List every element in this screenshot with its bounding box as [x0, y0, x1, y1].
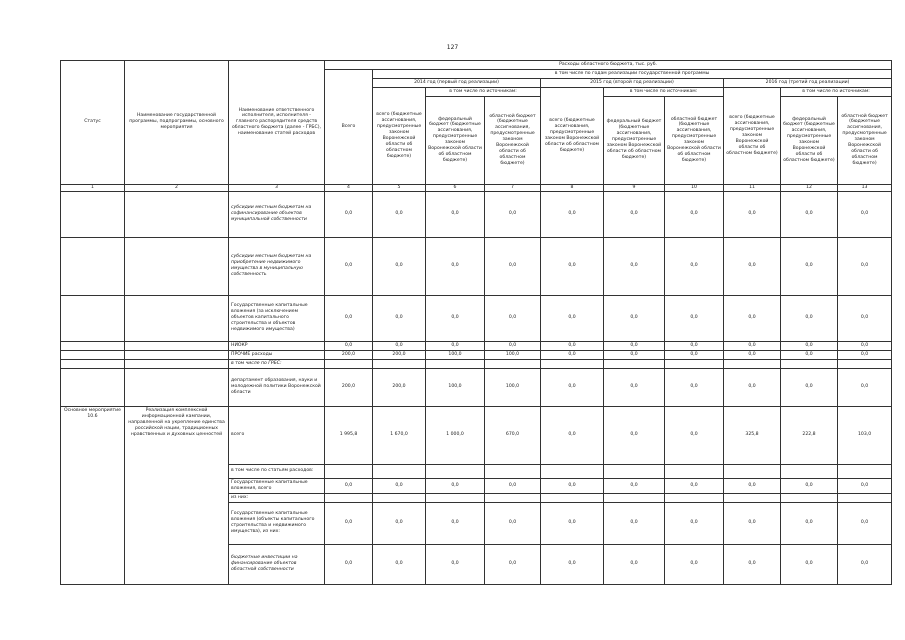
table-row [61, 237, 892, 295]
value-cell: 0,0 [426, 478, 485, 493]
column-number: 10 [665, 184, 724, 191]
value-cell: 325,8 [724, 406, 781, 464]
value-cell [724, 493, 781, 502]
value-cell: 0,0 [665, 341, 724, 350]
header-year-2015: 2015 год (второй год реализации) [541, 78, 724, 87]
value-cell: 0,0 [541, 350, 604, 359]
value-cell: 0,0 [665, 295, 724, 341]
value-cell: 0,0 [724, 295, 781, 341]
value-cell: 670,0 [485, 406, 541, 464]
empty-cell [125, 350, 229, 359]
value-cell: 1 000,0 [426, 406, 485, 464]
value-cell [325, 493, 373, 502]
value-cell: 200,0 [325, 350, 373, 359]
value-cell [373, 493, 426, 502]
value-cell: 0,0 [838, 295, 892, 341]
empty-cell [61, 359, 125, 368]
column-number: 2 [125, 184, 229, 191]
value-cell [838, 359, 892, 368]
table-row [61, 350, 892, 359]
value-cell: 0,0 [604, 341, 665, 350]
value-cell: 0,0 [604, 237, 665, 295]
header-incl-sources-2016: в том числе по источникам: [781, 87, 892, 96]
value-cell: 0,0 [781, 502, 838, 544]
value-cell: 0,0 [781, 341, 838, 350]
value-cell [541, 359, 604, 368]
value-cell: 0,0 [724, 544, 781, 584]
value-cell: 0,0 [838, 368, 892, 406]
value-cell: 0,0 [724, 191, 781, 237]
value-cell: 0,0 [665, 478, 724, 493]
value-cell: 0,0 [373, 295, 426, 341]
value-cell [665, 359, 724, 368]
value-cell: 0,0 [838, 237, 892, 295]
value-cell: 0,0 [781, 237, 838, 295]
value-cell: 0,0 [724, 237, 781, 295]
table-row [61, 359, 892, 368]
value-cell: 0,0 [426, 341, 485, 350]
row-label: департамент образования, науки и молодежной политики Воронежской области [229, 368, 325, 406]
value-cell: 0,0 [426, 237, 485, 295]
value-cell: 0,0 [541, 341, 604, 350]
row-label: в том числе по статьям расходов: [229, 464, 325, 478]
value-cell: 0,0 [604, 295, 665, 341]
value-cell [781, 493, 838, 502]
value-cell: 0,0 [426, 295, 485, 341]
header-federal-2014: федеральный бюджет (бюджетные ассигнования, предусмотренные законом Воронежской области об областном бюджете) [426, 96, 485, 184]
header-total-funds-2015: всего (бюджетные ассигнования, предусмотренные законом Воронежской области об областном бюджете) [541, 87, 604, 184]
value-cell: 0,0 [838, 544, 892, 584]
value-cell: 100,0 [426, 368, 485, 406]
value-cell: 0,0 [325, 237, 373, 295]
row-label: бюджетные инвестиции на финансирование объектов областной собственности [229, 544, 325, 584]
header-regional-2014: областной бюджет (бюджетные ассигнования, предусмотренные законом Воронежской области об областном бюджете) [485, 96, 541, 184]
row-label: Государственные капитальные вложения (за исключением объектов капитального строительства и объектов недвижимого имущества) [229, 295, 325, 341]
value-cell: 0,0 [665, 237, 724, 295]
value-cell: 0,0 [665, 544, 724, 584]
value-cell: 0,0 [426, 191, 485, 237]
value-cell: 0,0 [665, 406, 724, 464]
value-cell: 0,0 [485, 544, 541, 584]
value-cell [665, 493, 724, 502]
value-cell: 0,0 [325, 502, 373, 544]
table-row [61, 191, 892, 237]
table-row [61, 295, 892, 341]
value-cell [781, 359, 838, 368]
header-by-years: в том числе по годам реализации государственной программы [373, 69, 892, 78]
column-number: 5 [373, 184, 426, 191]
column-number: 1 [61, 184, 125, 191]
value-cell: 0,0 [373, 237, 426, 295]
header-federal-2015: федеральный бюджет (бюджетные ассигнования, предусмотренные законом Воронежской области об областном бюджете) [604, 96, 665, 184]
value-cell: 0,0 [373, 478, 426, 493]
value-cell: 100,0 [485, 368, 541, 406]
value-cell [541, 464, 604, 478]
header-federal-2016: федеральный бюджет (бюджетные ассигнования, предусмотренные законом Воронежской области об областном бюджете) [781, 96, 838, 184]
value-cell [426, 359, 485, 368]
value-cell [485, 493, 541, 502]
row-label: ПРОЧИЕ расходы [229, 350, 325, 359]
value-cell [604, 493, 665, 502]
value-cell [781, 464, 838, 478]
value-cell: 1 670,0 [373, 406, 426, 464]
value-cell: 0,0 [604, 191, 665, 237]
value-cell: 0,0 [541, 544, 604, 584]
value-cell: 0,0 [724, 350, 781, 359]
header-expenses-title: Расходы областного бюджета, тыс. руб. [325, 61, 892, 70]
value-cell: 0,0 [838, 191, 892, 237]
value-cell: 200,0 [325, 368, 373, 406]
value-cell: 0,0 [541, 478, 604, 493]
row-label: из них: [229, 493, 325, 502]
column-number: 11 [724, 184, 781, 191]
header-year-2014: 2014 год (первый год реализации) [373, 78, 541, 87]
value-cell: 0,0 [781, 295, 838, 341]
value-cell: 0,0 [838, 502, 892, 544]
value-cell: 0,0 [838, 341, 892, 350]
empty-cell [125, 237, 229, 295]
value-cell [665, 464, 724, 478]
table-row [61, 341, 892, 350]
value-cell [604, 359, 665, 368]
value-cell: 0,0 [541, 295, 604, 341]
empty-cell [61, 295, 125, 341]
value-cell [426, 493, 485, 502]
header-total-funds-2014: всего (бюджетные ассигнования, предусмотренные законом Воронежской области об областном бюджете) [373, 87, 426, 184]
value-cell: 200,0 [373, 350, 426, 359]
value-cell: 0,0 [724, 502, 781, 544]
value-cell: 0,0 [781, 350, 838, 359]
value-cell: 0,0 [485, 478, 541, 493]
value-cell: 0,0 [604, 478, 665, 493]
row-label: всего [229, 406, 325, 464]
value-cell [541, 493, 604, 502]
header-total-funds-2016: всего (бюджетные ассигнования, предусмотренные законом Воронежской области об областном бюджете) [724, 87, 781, 184]
header-total: Всего [325, 69, 373, 184]
value-cell [485, 464, 541, 478]
value-cell: 0,0 [325, 295, 373, 341]
header-executor: Наименование ответственного исполнителя, исполнителя - главного распорядителя средств областного бюджета (далее - ГРБС), наименование статей расходов [229, 61, 325, 185]
empty-cell [125, 191, 229, 237]
value-cell: 0,0 [781, 191, 838, 237]
value-cell: 0,0 [724, 341, 781, 350]
value-cell: 0,0 [541, 502, 604, 544]
value-cell: 0,0 [724, 478, 781, 493]
value-cell: 0,0 [838, 350, 892, 359]
value-cell: 0,0 [373, 544, 426, 584]
main-event-status: Основное мероприятие 10.6 [61, 406, 125, 584]
main-event-name: Реализация комплексной информационной кампании, направленной на укрепление единства российской нации, традиционных нравственных и духовных ценностей [125, 406, 229, 584]
empty-cell [125, 341, 229, 350]
row-label: Государственные капитальные вложения (объекты капитального строительства и недвижимого имущества), из них: [229, 502, 325, 544]
value-cell: 1 995,8 [325, 406, 373, 464]
column-numbers-row [61, 184, 892, 191]
empty-cell [125, 359, 229, 368]
value-cell: 200,0 [373, 368, 426, 406]
row-label: субсидии местным бюджетам на приобретение недвижимого имущества в муниципальную собственность [229, 237, 325, 295]
value-cell: 0,0 [426, 502, 485, 544]
value-cell [485, 359, 541, 368]
column-number: 9 [604, 184, 665, 191]
value-cell: 0,0 [541, 191, 604, 237]
header-incl-sources-2014: в том числе по источникам: [426, 87, 541, 96]
value-cell: 0,0 [541, 406, 604, 464]
column-number: 13 [838, 184, 892, 191]
budget-table [60, 60, 892, 585]
header-status: Статус [61, 61, 125, 185]
column-number: 3 [229, 184, 325, 191]
column-number: 4 [325, 184, 373, 191]
value-cell: 0,0 [604, 350, 665, 359]
value-cell: 0,0 [325, 478, 373, 493]
header-year-2016: 2016 год (третий год реализации) [724, 78, 892, 87]
value-cell: 0,0 [373, 502, 426, 544]
value-cell [325, 359, 373, 368]
value-cell: 0,0 [604, 544, 665, 584]
value-cell [724, 464, 781, 478]
value-cell [373, 359, 426, 368]
value-cell: 0,0 [604, 502, 665, 544]
page-number: 127 [446, 44, 459, 51]
header-program-name: Наименование государственной программы, подпрограммы, основного мероприятия [125, 61, 229, 185]
value-cell: 0,0 [781, 368, 838, 406]
main-event-row [61, 406, 892, 464]
value-cell: 0,0 [325, 544, 373, 584]
value-cell: 0,0 [485, 295, 541, 341]
header-regional-2016: областной бюджет (бюджетные ассигнования, предусмотренные законом Воронежской области об областном бюджете) [838, 96, 892, 184]
value-cell: 0,0 [325, 191, 373, 237]
value-cell: 0,0 [665, 368, 724, 406]
value-cell: 0,0 [604, 406, 665, 464]
header-regional-2015: областной бюджет (бюджетные ассигнования, предусмотренные законом Воронежской области об областном бюджете) [665, 96, 724, 184]
empty-cell [125, 368, 229, 406]
value-cell [838, 493, 892, 502]
value-cell: 0,0 [604, 368, 665, 406]
column-number: 12 [781, 184, 838, 191]
row-label: НИОКР [229, 341, 325, 350]
value-cell [604, 464, 665, 478]
column-number: 6 [426, 184, 485, 191]
value-cell [724, 359, 781, 368]
value-cell: 0,0 [373, 341, 426, 350]
value-cell: 0,0 [485, 341, 541, 350]
column-number: 7 [485, 184, 541, 191]
table-row [61, 368, 892, 406]
value-cell: 0,0 [541, 237, 604, 295]
value-cell [325, 464, 373, 478]
value-cell [373, 464, 426, 478]
value-cell: 100,0 [485, 350, 541, 359]
header-incl-sources-2015: в том числе по источникам: [604, 87, 724, 96]
empty-cell [61, 191, 125, 237]
value-cell: 103,0 [838, 406, 892, 464]
value-cell: 0,0 [665, 502, 724, 544]
value-cell: 222,8 [781, 406, 838, 464]
column-number: 8 [541, 184, 604, 191]
value-cell: 100,0 [426, 350, 485, 359]
value-cell: 0,0 [373, 191, 426, 237]
value-cell: 0,0 [665, 350, 724, 359]
value-cell: 0,0 [665, 191, 724, 237]
value-cell: 0,0 [485, 502, 541, 544]
row-label: в том числе по ГРБС: [229, 359, 325, 368]
value-cell [426, 464, 485, 478]
empty-cell [61, 341, 125, 350]
value-cell: 0,0 [541, 368, 604, 406]
value-cell [838, 464, 892, 478]
value-cell: 0,0 [325, 341, 373, 350]
empty-cell [61, 237, 125, 295]
empty-cell [61, 368, 125, 406]
value-cell: 0,0 [724, 368, 781, 406]
value-cell: 0,0 [781, 544, 838, 584]
empty-cell [125, 295, 229, 341]
value-cell: 0,0 [485, 237, 541, 295]
value-cell: 0,0 [426, 544, 485, 584]
row-label: Государственные капитальные вложения, всего [229, 478, 325, 493]
value-cell: 0,0 [781, 478, 838, 493]
empty-cell [61, 350, 125, 359]
value-cell: 0,0 [838, 478, 892, 493]
row-label: субсидии местным бюджетам на софинансирование объектов муниципальной собственности [229, 191, 325, 237]
value-cell: 0,0 [485, 191, 541, 237]
